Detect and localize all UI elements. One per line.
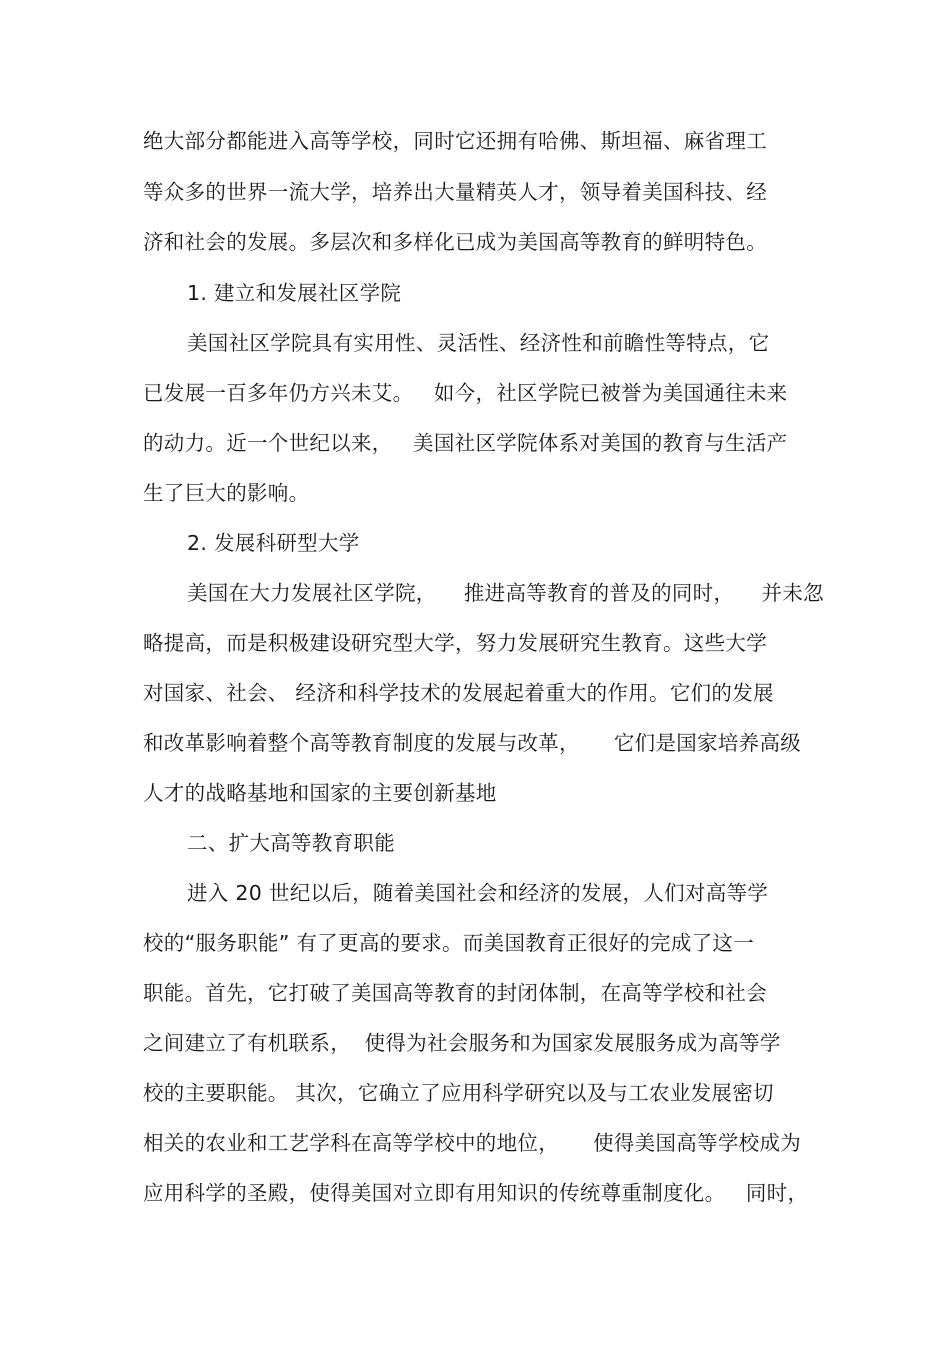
body-text-line: 和改革影响着整个高等教育制度的发展与改革， 它们是国家培养高级 xyxy=(143,731,802,755)
body-text-line: 绝大部分都能进入高等学校，同时它还拥有哈佛、斯坦福、麻省理工 xyxy=(143,129,767,153)
body-text-line: 人才的战略基地和国家的主要创新基地 xyxy=(143,781,497,805)
body-text-line: 已发展一百多年仍方兴未艾。 如今，社区学院已被誉为美国通往未来 xyxy=(143,381,788,405)
section-heading: 2. 发展科研型大学 xyxy=(187,531,360,555)
body-text-line: 略提高，而是积极建设研究型大学，努力发展研究生教育。这些大学 xyxy=(143,631,767,655)
body-text-line: 校的“服务职能” 有了更高的要求。而美国教育正很好的完成了这一 xyxy=(143,931,755,955)
body-text-line: 美国在大力发展社区学院， 推进高等教育的普及的同时， 并未忽 xyxy=(187,581,824,605)
body-text-line: 之间建立了有机联系， 使得为社会服务和为国家发展服务成为高等学 xyxy=(143,1031,781,1055)
body-text-line: 校的主要职能。 其次，它确立了应用科学研究以及与工农业发展密切 xyxy=(143,1081,774,1105)
section-heading: 1. 建立和发展社区学院 xyxy=(187,281,402,305)
body-text-line: 美国社区学院具有实用性、灵活性、经济性和前瞻性等特点，它 xyxy=(187,331,770,355)
body-text-line: 职能。首先，它打破了美国高等教育的封闭体制，在高等学校和社会 xyxy=(143,981,767,1005)
body-text-line: 生了巨大的影响。 xyxy=(143,481,310,505)
body-text-line: 应用科学的圣殿，使得美国对立即有用知识的传统尊重制度化。 同时， xyxy=(143,1181,809,1205)
body-text-line: 相关的农业和工艺学科在高等学校中的地位， 使得美国高等学校成为 xyxy=(143,1131,802,1155)
body-text-line: 的动力。近一个世纪以来， 美国社区学院体系对美国的教育与生活产 xyxy=(143,431,788,455)
body-text-line: 等众多的世界一流大学，培养出大量精英人才，领导着美国科技、经 xyxy=(143,180,767,204)
section-heading: 二、扩大高等教育职能 xyxy=(187,831,395,855)
body-text-line: 对国家、社会、 经济和科学技术的发展起着重大的作用。它们的发展 xyxy=(143,681,774,705)
body-text-line: 进入 20 世纪以后，随着美国社会和经济的发展，人们对高等学 xyxy=(187,881,769,905)
body-text-line: 济和社会的发展。多层次和多样化已成为美国高等教育的鲜明特色。 xyxy=(143,230,767,254)
